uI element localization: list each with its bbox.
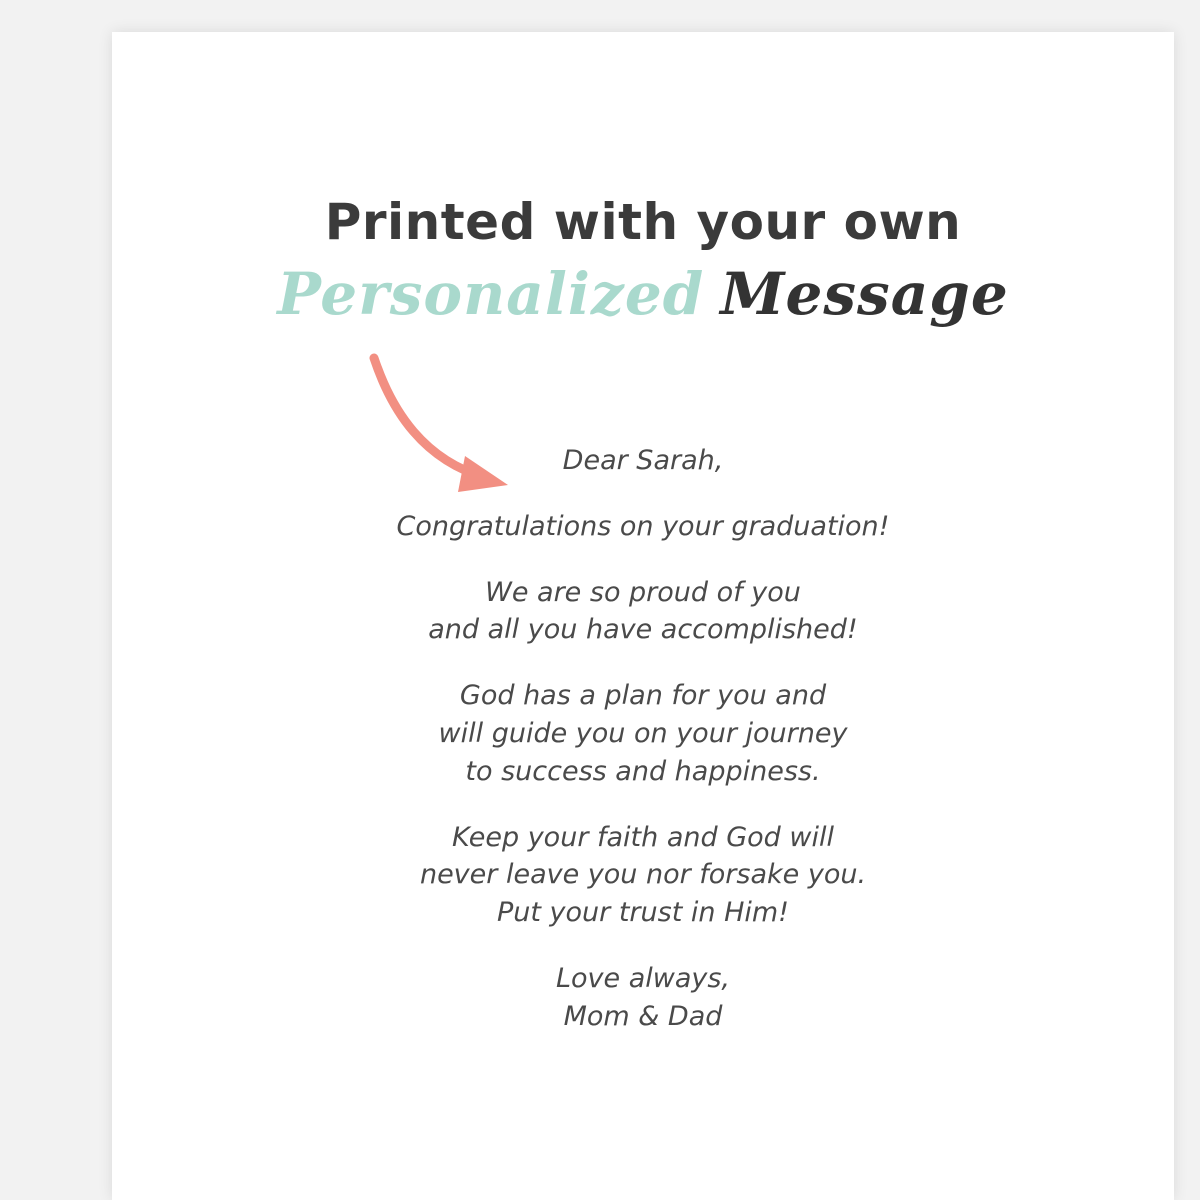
- message-block: [112, 508, 1174, 546]
- message-line: Love always,: [555, 962, 731, 994]
- headline-dark-word: Message: [720, 260, 1009, 328]
- message-line: to success and happiness.: [465, 755, 821, 787]
- message-line: Congratulations on your graduation!: [396, 510, 890, 542]
- headline-line-1: Printed with your own: [324, 193, 962, 251]
- headline-line-2: [112, 258, 1174, 331]
- message-line: Put your trust in Him!: [496, 897, 790, 929]
- message-line: God has a plan for you and: [459, 680, 827, 712]
- message-block: [112, 677, 1174, 790]
- message-block: [112, 960, 1174, 1036]
- headline-accent-word: Personalized: [277, 260, 705, 328]
- message-block: [112, 819, 1174, 932]
- message-line: and all you have accomplished!: [428, 614, 858, 646]
- message-line: Mom & Dad: [563, 1000, 723, 1032]
- message-block: [112, 442, 1174, 480]
- message-line: Dear Sarah,: [562, 445, 724, 476]
- message-line: never leave you nor forsake you.: [419, 859, 867, 891]
- card-surface: [112, 32, 1174, 1200]
- message-line: We are so proud of you: [485, 576, 801, 608]
- message-line: will guide you on your journey: [438, 717, 848, 749]
- personalized-message: [112, 442, 1174, 1036]
- headline: [112, 192, 1174, 331]
- message-line: Keep your faith and God will: [452, 821, 834, 853]
- message-block: [112, 574, 1174, 650]
